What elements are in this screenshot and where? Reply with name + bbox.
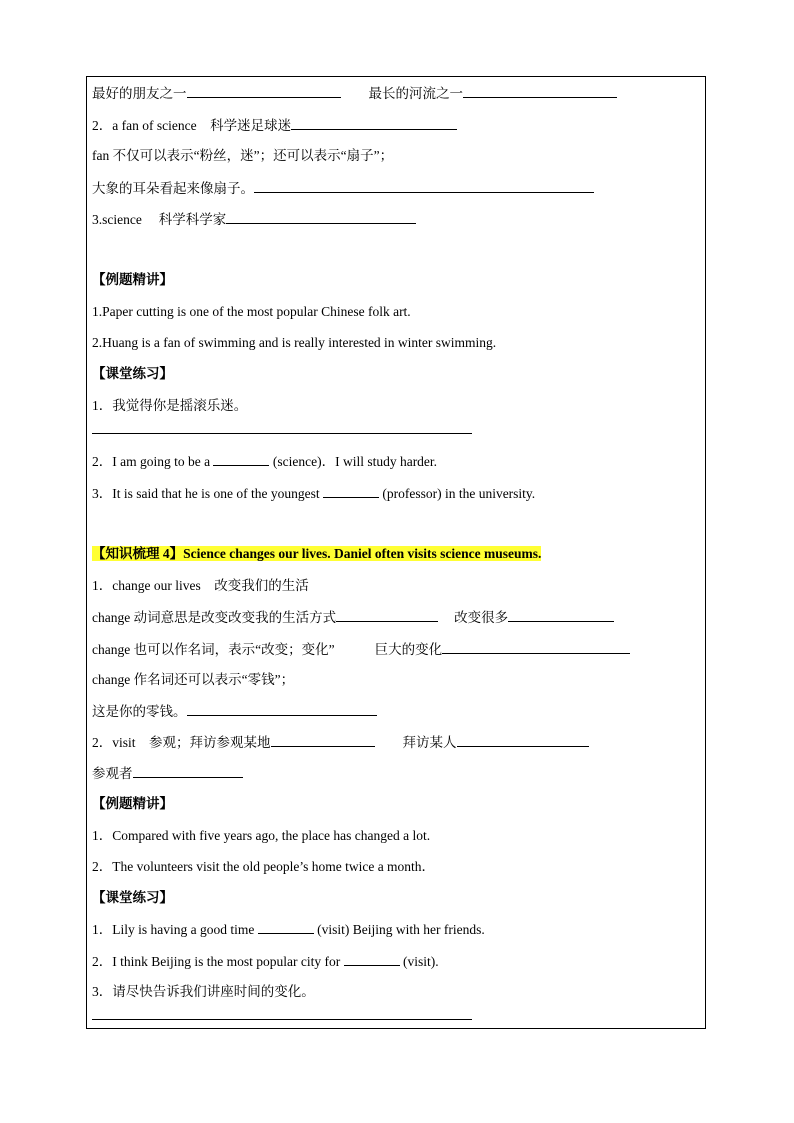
example-sentence: 2．The volunteers visit the old people’s home twice a month． [92,859,436,874]
example-heading: 【例题精讲】 [92,272,173,287]
practice-item [92,484,535,503]
practice-item [92,952,439,971]
answer-blank[interactable] [254,179,594,193]
answer-blank[interactable] [508,608,614,622]
answer-blank[interactable] [336,608,438,622]
line-change-noun [92,640,630,659]
text: 3.science 科学科学家 [92,212,227,227]
text: 2．a fan of science 科学迷足球迷 [92,118,292,133]
highlighted-title: 【知识梳理 4】Science changes our lives. Daniel often visits science museums. [92,546,542,561]
text: (professor) in the university. [382,486,536,501]
answer-blank[interactable] [187,84,341,98]
text: change 动词意思是改变改变我的生活方式 [92,610,337,625]
line-answer [92,420,472,439]
answer-blank[interactable] [442,640,630,654]
answer-blank[interactable] [323,484,379,498]
practice-heading: 【课堂练习】 [92,366,173,381]
text-change-lives: 1．change our lives 改变我们的生活 [92,578,309,593]
line-answer [92,1006,472,1025]
text: 这是你的零钱。 [92,704,187,719]
answer-blank[interactable] [133,764,243,778]
text-change-money: change 作名词还可以表示“零钱”； [92,672,295,687]
section-title [92,545,541,563]
text: (visit). [402,954,439,969]
answer-blank[interactable] [187,702,377,716]
answer-blank[interactable] [291,116,457,130]
text: (visit) Beijing with her friends. [317,922,485,937]
text: 2．I am going to be a [92,454,211,469]
line-visit [92,733,589,752]
answer-blank[interactable] [271,733,375,747]
answer-blank[interactable] [92,1006,472,1020]
line-elephant [92,179,594,198]
practice-heading: 【课堂练习】 [92,890,173,905]
text: 3．It is said that he is one of the youngest [92,486,320,501]
practice-item: 3．请尽快告诉我们讲座时间的变化。 [92,984,315,999]
answer-blank[interactable] [258,920,314,934]
line-visitor [92,764,243,783]
text: 2．visit 参观；拜访参观某地 [92,735,271,750]
answer-blank[interactable] [226,210,416,224]
practice-item [92,452,437,471]
example-heading: 【例题精讲】 [92,796,173,811]
practice-item: 1．我觉得你是摇滚乐迷。 [92,398,248,413]
example-sentence: 1．Compared with five years ago, the place has changed a lot. [92,828,431,843]
answer-blank[interactable] [92,420,472,434]
text: 拜访某人 [402,735,457,750]
line-science [92,210,416,229]
answer-blank[interactable] [213,452,269,466]
line-superlative [92,84,617,103]
text: 最好的朋友之一 [92,86,187,101]
example-sentence: 1.Paper cutting is one of the most popular Chinese folk art. [92,304,411,319]
text: 改变很多 [454,610,509,625]
answer-blank[interactable] [463,84,617,98]
answer-blank[interactable] [344,952,400,966]
text: 大象的耳朵看起来像扇子。 [92,181,254,196]
text: 1．Lily is having a good time [92,922,255,937]
text: 参观者 [92,766,133,781]
text: (science)．I will study harder. [272,454,438,469]
text: change 也可以作名词，表示“改变；变化” [92,642,335,657]
answer-blank[interactable] [457,733,589,747]
line-fan-of-science [92,116,457,135]
line-your-change [92,702,377,721]
practice-item [92,920,485,939]
text: 最长的河流之一 [368,86,463,101]
example-sentence: 2.Huang is a fan of swimming and is really interested in winter swimming. [92,335,497,350]
text: 2．I think Beijing is the most popular city for [92,954,341,969]
text: 巨大的变化 [374,642,443,657]
text-fan-meaning: fan 不仅可以表示“粉丝，迷”；还可以表示“扇子”； [92,148,394,163]
line-change-verb [92,608,614,627]
